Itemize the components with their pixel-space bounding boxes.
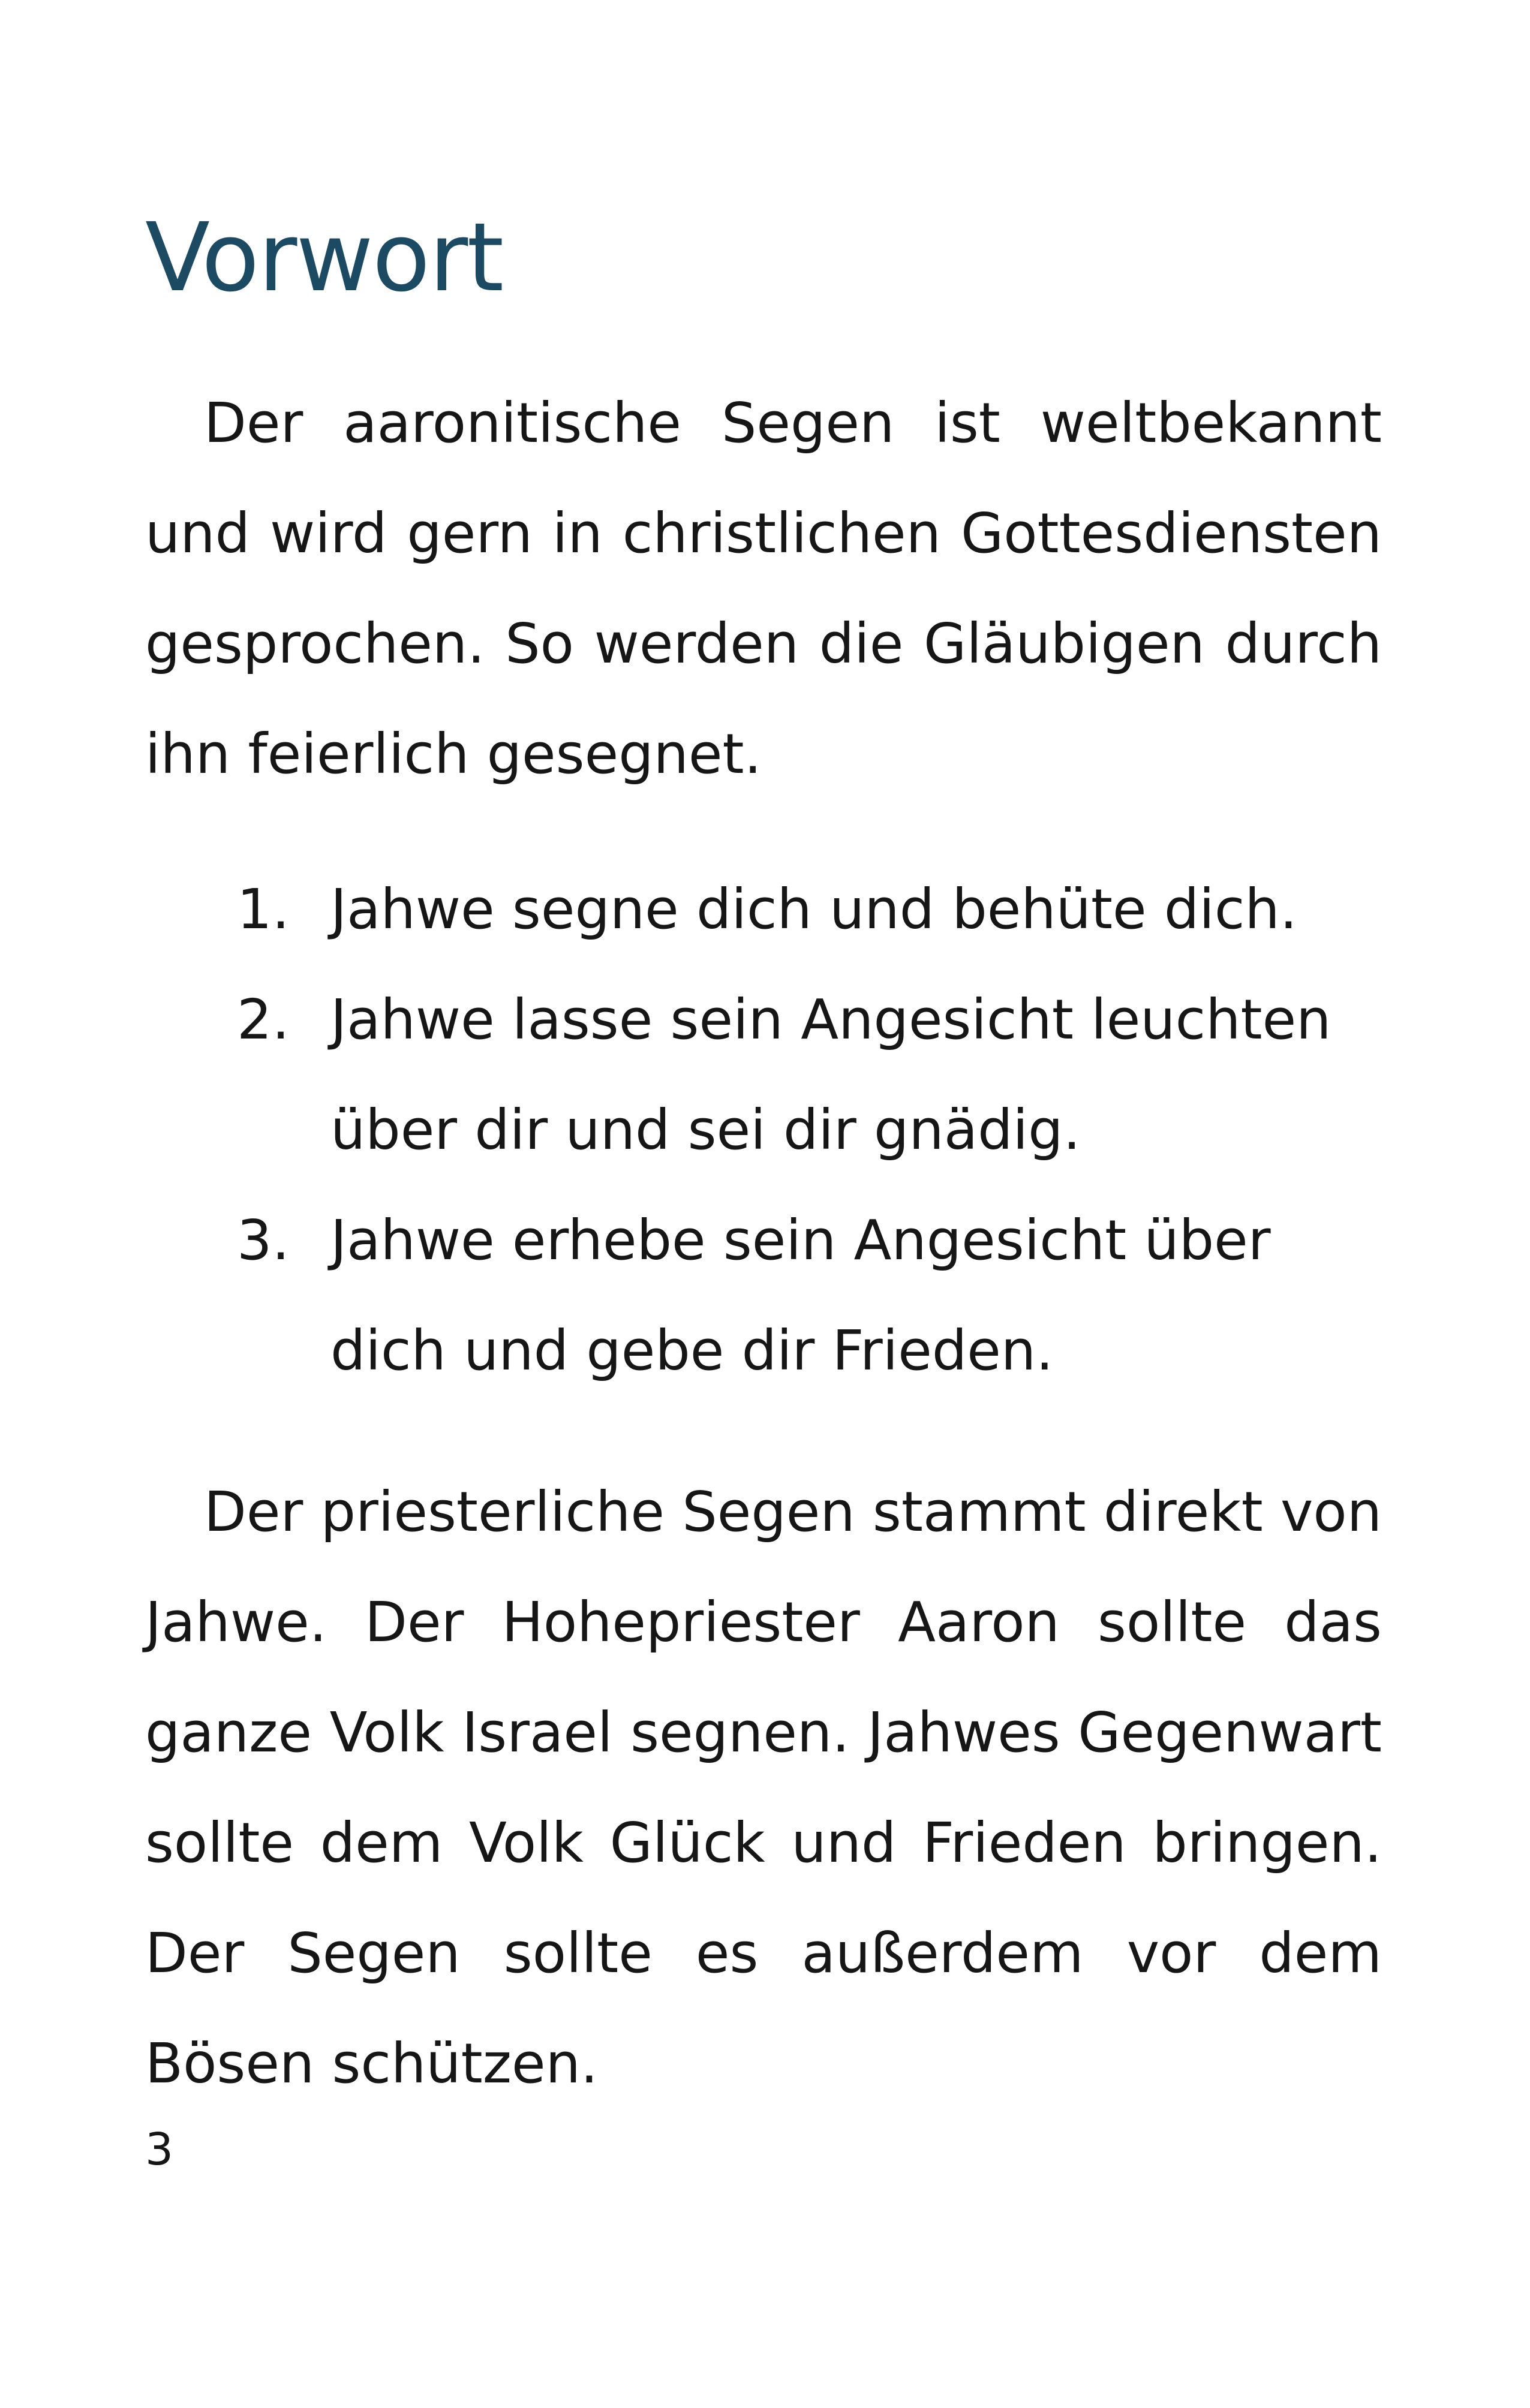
list-item-number: 1. xyxy=(237,877,290,941)
blessing-list xyxy=(237,854,1364,1406)
list-item-text: Jahwe erhebe sein Angesicht über dich und gebe dir Frieden. xyxy=(330,1208,1271,1383)
list-item-text: Jahwe segne dich und behüte dich. xyxy=(330,877,1297,941)
list-item xyxy=(237,965,1364,1185)
chapter-heading: Vorwort xyxy=(145,203,503,313)
intro-paragraph: Der aaronitische Segen ist weltbekannt und wird gern in christlichen Gottesdiensten gesprochen. So werden die Gläubigen durch ihn feierlich gesegnet. xyxy=(145,391,1382,786)
list-item-text: Jahwe lasse sein Angesicht leuchten über dir und sei dir gnädig. xyxy=(330,988,1331,1162)
page-number: 3 xyxy=(145,2124,174,2175)
list-item xyxy=(237,854,1364,965)
list-item-number: 2. xyxy=(237,988,290,1052)
list-item-number: 3. xyxy=(237,1208,290,1272)
list-item xyxy=(237,1185,1364,1406)
body-paragraph: Der priesterliche Segen stammt direkt von Jahwe. Der Hohepriester Aaron sollte das ganze Volk Israel segnen. Jahwes Gegenwart sollte dem Volk Glück und Frieden bringen. Der Segen sollte es außerdem vor dem Bösen schützen. xyxy=(145,1480,1382,2096)
